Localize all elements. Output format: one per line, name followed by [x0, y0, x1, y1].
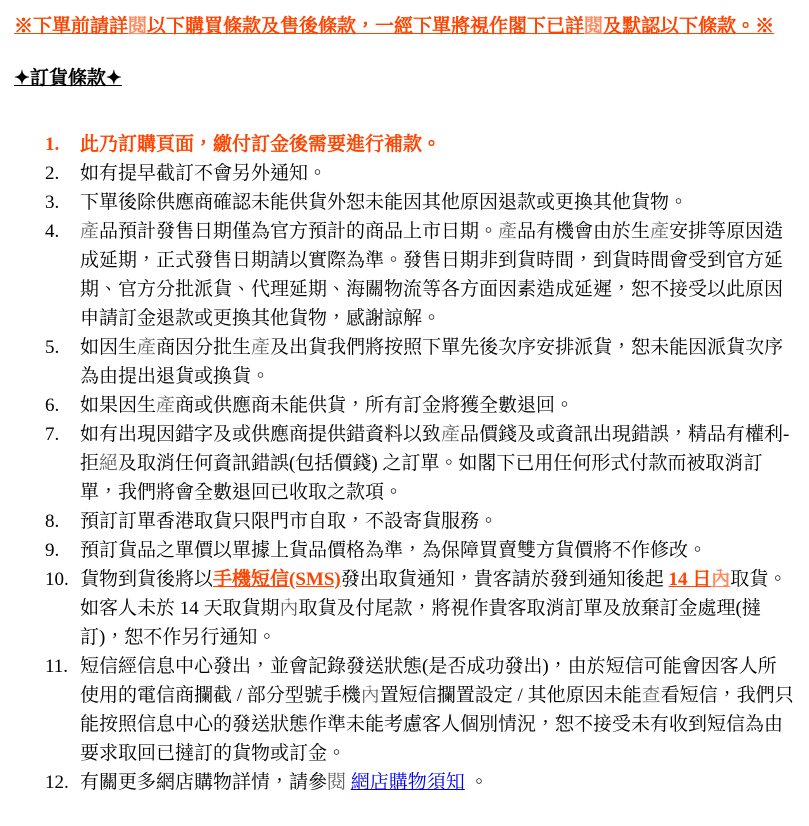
term-text: 預訂貨品之單價以單據上貨品價格為準，為保障買賣雙方貨價將不作修改。	[80, 540, 708, 561]
term-text: 貨物到貨後將以	[80, 569, 214, 590]
term-number: 2.	[45, 163, 60, 184]
fallback-glyph: 產	[650, 221, 670, 242]
term-text: 如因生產商因分批生產及出貨我們將按照下單先後次序安排派貨，恕未能因派貨次序為由提出退貨或換貨。	[80, 337, 784, 387]
term-text: 取貨。如客人未於 14 天取貨期內取貨及付尾款，將視作貴客取消訂單及放棄訂金處理(撻訂)，恕不作另行通知。	[80, 569, 788, 648]
terms-list	[0, 130, 795, 797]
fallback-glyph: 查	[641, 685, 661, 706]
term-text: 如有出現因錯字及或供應商提供錯資料以致產品價錢及或資訊出現錯誤，精品有權利-拒絕及取消任何資訊錯誤(包括價錢) 之訂單。如閣下已用任何形式付款而被取消訂單，我們將會全數退回已收取之款項。	[80, 424, 790, 503]
term-text: 發出取貨通知，貴客請於發到通知後起	[340, 569, 669, 590]
shop-guide-link[interactable]: 網店購物須知	[350, 772, 465, 793]
fallback-glyph: 絕	[99, 453, 119, 474]
term-item	[45, 188, 795, 217]
term-item	[45, 159, 795, 188]
term-text: 產品預計發售日期僅為官方預計的商品上市日期。產品有機會由於生產安排等原因造成延期，正式發售日期請以實際為準。發售日期非到貨時間，到貨時間會受到官方延期、官方分批派貨、代理延期、海關物流等各方面因素造成延遲，恕不接受以此原因申請訂金退款或更換其他貨物，感謝諒解。	[80, 221, 784, 329]
fallback-glyph: 內	[711, 569, 731, 590]
term-number: 4.	[45, 221, 60, 242]
term-text: 。	[464, 772, 489, 793]
term-number: 12.	[45, 772, 69, 793]
term-item	[45, 536, 795, 565]
term-text: 此乃訂購頁面，繳付訂金後需要進行補款。	[80, 134, 442, 155]
term-text: 14 日內	[668, 569, 731, 590]
term-item	[45, 768, 795, 797]
term-item	[45, 507, 795, 536]
term-item	[45, 333, 795, 391]
term-number: 10.	[45, 569, 69, 590]
term-number: 3.	[45, 192, 60, 213]
term-number: 6.	[45, 395, 60, 416]
term-number: 1.	[45, 134, 60, 155]
term-text: 預訂訂單香港取貨只限門市自取，不設寄貨服務。	[80, 511, 499, 532]
term-item	[45, 565, 795, 652]
fallback-glyph: 產	[137, 337, 157, 358]
terms-page	[0, 14, 809, 826]
term-text: 如果因生產商或供應商未能供貨，所有訂金將獲全數退回。	[80, 395, 575, 416]
term-item	[45, 217, 795, 333]
term-text: 手機短信(SMS)	[213, 569, 341, 590]
fallback-glyph: 閱	[128, 16, 148, 37]
fallback-glyph: 產	[251, 337, 271, 358]
term-number: 5.	[45, 337, 60, 358]
term-number: 8.	[45, 511, 60, 532]
fallback-glyph: 內	[360, 685, 380, 706]
term-number: 11.	[45, 656, 69, 677]
section-heading: ✦訂貨條款✦	[14, 68, 122, 89]
term-text: 下單後除供應商確認未能供貨外恕未能因其他原因退款或更換其他貨物。	[80, 192, 689, 213]
term-item	[45, 420, 795, 507]
term-number: 7.	[45, 424, 60, 445]
term-item	[45, 130, 795, 159]
fallback-glyph: 閱	[327, 772, 347, 793]
term-number: 9.	[45, 540, 60, 561]
term-text: 短信經信息中心發出，並會記錄發送狀態(是否成功發出)，由於短信可能會因客人所使用的電信商攔截 / 部分型號手機內置短信攔置設定 / 其他原因未能查看短信，我們只能按照信息中心的發送狀態作準未能考慮客人個別情況，恕不接受未有收到短信為由要求取回已撻訂的貨物或訂金。	[80, 656, 794, 764]
notice-title: ※下單前請詳閱以下購買條款及售後條款，一經下單將視作閣下已詳閱及默認以下條款。※	[14, 16, 775, 37]
fallback-glyph: 產	[498, 221, 518, 242]
term-item	[45, 391, 795, 420]
fallback-glyph: 產	[80, 221, 100, 242]
fallback-glyph: 產	[156, 395, 176, 416]
term-text: 如有提早截訂不會另外通知。	[80, 163, 328, 184]
fallback-glyph: 內	[279, 598, 299, 619]
fallback-glyph: 閱	[584, 16, 604, 37]
term-item	[45, 652, 795, 768]
fallback-glyph: 產	[441, 424, 461, 445]
term-text: 有關更多網店購物詳情，請參閱	[80, 772, 347, 793]
